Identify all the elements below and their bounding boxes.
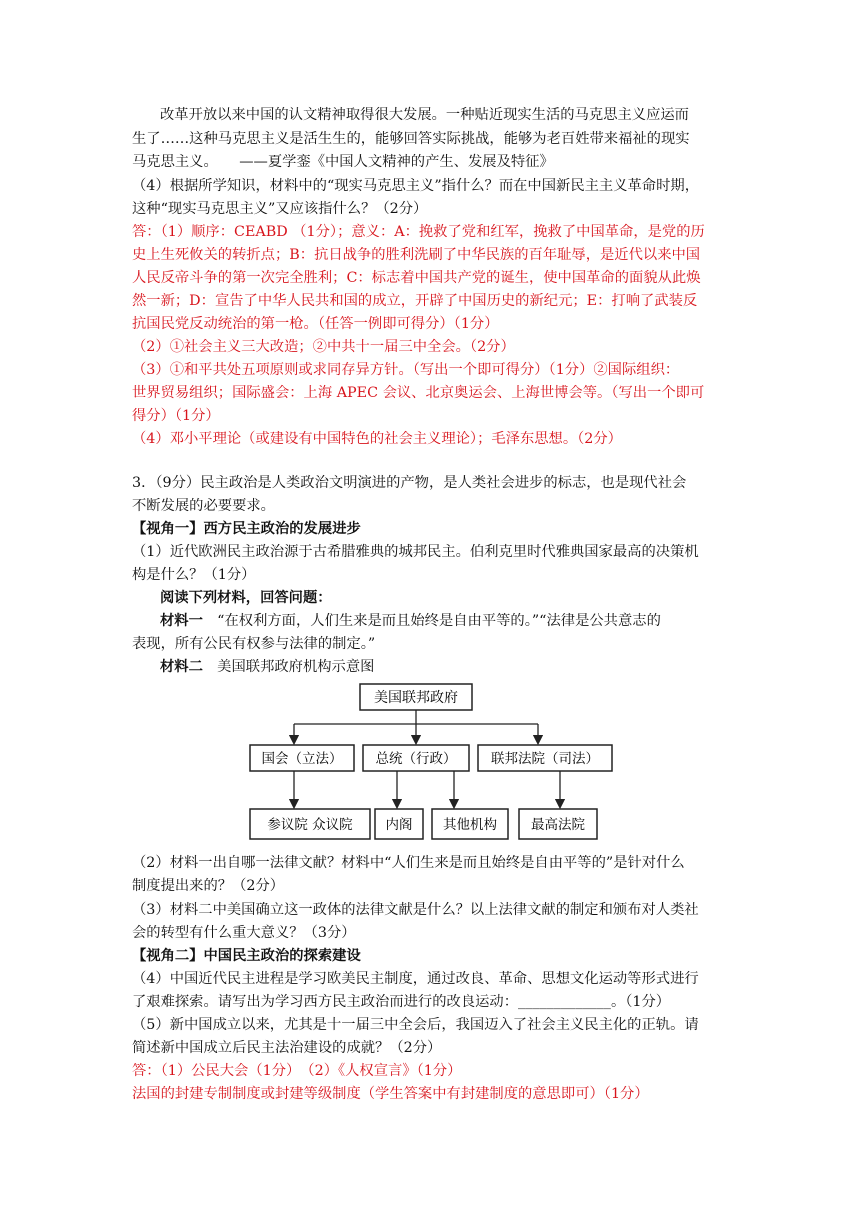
q3-sub2-line-1: （2）材料一出自哪一法律文献？材料中“人们生来是而且始终是自由平等的”是针对什么 <box>132 855 685 871</box>
material-two-label: 材料二 <box>160 659 203 675</box>
answer-line-1: 答：（1）顺序：CEABD （1分）；意义：A：挽救了党和红军，挽救了中国革命，是党的历 <box>132 224 705 240</box>
q3-sub4-line-1: （4）中国近代民主进程是学习欧美民主制度，通过改良、革命、思想文化运动等形式进行 <box>132 971 699 987</box>
q3-sub3-line-1: （3）材料二中美国确立这一政体的法律文献是什么？以上法律文献的制定和颁布对人类社 <box>132 902 699 918</box>
q3-sub5-line-1: （5）新中国成立以来，尤其是十一届三中全会后，我国迈入了社会主义民主化的正轨。请 <box>132 1017 699 1033</box>
q3-sub1-line-2: 构是什么？（1分） <box>132 567 256 583</box>
material-one-line-2: 表现，所有公民有权参与法律的制定。” <box>132 636 376 652</box>
answer-line-7: （3）①和平共处五项原则或求同存异方针。（写出一个即可得分）（1分）②国际组织： <box>132 362 680 378</box>
q3-sub1-line-1: （1）近代欧洲民主政治源于古希腊雅典的城邦民主。伯利克里时代雅典国家最高的决策机 <box>132 544 699 560</box>
material-two-text: 美国联邦政府机构示意图 <box>202 659 375 675</box>
answer-line-10: （4）邓小平理论（或建设有中国特色的社会主义理论）；毛泽东思想。（2分） <box>132 431 622 447</box>
q3-sub4-line-2: 了艰难探索。请写出为学习西方民主政治而进行的改良运动：_____________。（1分） <box>132 994 671 1010</box>
material-one-label: 材料一 <box>160 613 203 629</box>
q3-sub5-line-2: 简述新中国成立后民主法治建设的成就？（2分） <box>132 1040 442 1056</box>
diagram-senate-house-label: 参议院 众议院 <box>267 817 353 833</box>
material-one-text: “在权利方面，人们生来是而且始终是自由平等的。”“法律是公共意志的 <box>202 613 661 629</box>
answer2-line-2: 法国的封建专制制度或封建等级制度（学生答案中有封建制度的意思即可）（1分） <box>132 1086 649 1102</box>
diagram-congress-label: 国会（立法） <box>261 751 343 767</box>
read-instruction: 阅读下列材料，回答问题： <box>160 590 332 606</box>
diagram-supreme-court-label: 最高法院 <box>531 817 585 833</box>
intro-line-3: 马克思主义。 ——夏学銮《中国人文精神的产生、发展及特征》 <box>132 154 554 170</box>
q3-sub3-line-2: 会的转型有什么重大意义？（3分） <box>132 925 356 941</box>
answer-line-5: 抗国民党反动统治的第一枪。（任答一例即可得分）（1分） <box>132 316 499 332</box>
q4-line-2: 这种“现实马克思主义”又应该指什么？（2分） <box>132 201 428 217</box>
diagram-other-agencies-label: 其他机构 <box>443 817 497 833</box>
q4-line-1: （4）根据所学知识，材料中的“现实马克思主义”指什么？而在中国新民主主义革命时期， <box>132 178 699 194</box>
intro-line-2: 生了……这种马克思主义是活生生的，能够回答实际挑战，能够为老百姓带来福祉的现实 <box>132 131 690 147</box>
diagram-root-label: 美国联邦政府 <box>374 690 458 706</box>
view-one-heading: 【视角一】西方民主政治的发展进步 <box>132 521 361 537</box>
answer-line-8: 世界贸易组织；国际盛会：上海 APEC 会议、北京奥运会、上海世博会等。（写出一个即可 <box>132 385 705 401</box>
material-two-line <box>160 656 374 678</box>
q3-intro-line-2: 不断发展的必要要求。 <box>132 498 275 514</box>
diagram-cabinet-label: 内阁 <box>385 817 413 833</box>
diagram-court-label: 联邦法院（司法） <box>491 751 599 767</box>
diagram-president-label: 总统（行政） <box>375 751 457 767</box>
q3-intro-line-1: 3．（9分）民主政治是人类政治文明演进的产物，是人类社会进步的标志，也是现代社会 <box>132 475 687 491</box>
answer2-line-1: 答：（1）公民大会（1分） （2）《人权宣言》（1分） <box>132 1063 462 1079</box>
answer-line-2: 史上生死攸关的转折点；B：抗日战争的胜利洗刷了中华民族的百年耻辱，是近代以来中国 <box>132 247 701 263</box>
q3-sub2-line-2: 制度提出来的？（2分） <box>132 878 285 894</box>
intro-line-1: 改革开放以来中国的认文精神取得很大发展。一种贴近现实生活的马克思主义应运而 <box>160 107 689 123</box>
us-federal-government-diagram <box>240 678 630 846</box>
answer-line-3: 人民反帝斗争的第一次完全胜利；C：标志着中国共产党的诞生，使中国革命的面貌从此焕 <box>132 270 701 286</box>
answer-line-4: 然一新；D：宣告了中华人民共和国的成立，开辟了中国历史的新纪元；E：打响了武装反 <box>132 293 698 309</box>
answer-line-6: （2）①社会主义三大改造；②中共十一届三中全会。（2分） <box>132 339 515 355</box>
answer-line-9: 得分）（1分） <box>132 408 220 424</box>
view-two-heading: 【视角二】中国民主政治的探索建设 <box>132 948 361 964</box>
material-one-line-1 <box>160 610 661 632</box>
